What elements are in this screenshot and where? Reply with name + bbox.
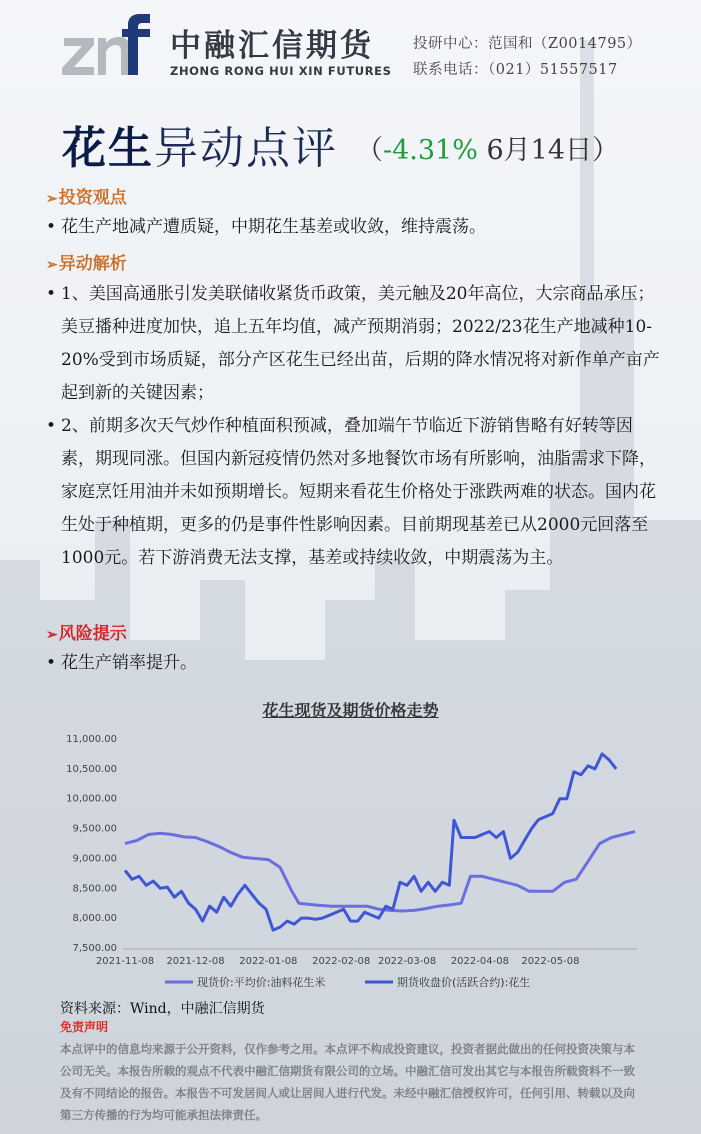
y-tick-label: 8,500.00 [72, 883, 117, 895]
y-tick-label: 7,500.00 [72, 943, 117, 954]
risk-text [46, 647, 666, 680]
arrow-icon: ➢ [46, 627, 58, 643]
title-product: 花生 [62, 123, 154, 174]
view-text-body: 花生产地减产遭质疑，中期花生基差或收敛，维持震荡。 [61, 217, 486, 237]
disclaimer-text: 本点评中的信息均来源于公开资料，仅作参考之用。本点评不构成投资建议，投资者据此做出的任何投资决策与本公司无关。本报告所载的观点不代表中融汇信期货有限公司的立场。中融汇信可发出其它与本报告所载资料不一致及有不同结论的报告。本报告不可发居间人或让居间人进行代发。未经中融汇信授权许可，任何引用、转载以及向第三方传播的行为均可能承担法律责任。 [60, 1042, 635, 1122]
company-name-cn: 中融汇信期货 [170, 28, 374, 64]
arrow-icon: ➢ [46, 257, 58, 273]
arrow-icon: ➢ [46, 191, 58, 207]
title-suffix: 异动点评 [154, 123, 338, 174]
title-change-date [356, 128, 619, 167]
x-tick-label: 2022-03-08 [377, 956, 437, 967]
view-heading-label: 投资观点 [58, 188, 127, 208]
x-tick-label: 2022-04-08 [450, 956, 509, 967]
price-trend-chart [0, 720, 701, 1000]
y-tick-label: 10,000.00 [66, 793, 117, 805]
bullet-icon: • [46, 217, 57, 237]
series-line-2 [125, 754, 616, 930]
analysis-heading-label: 异动解析 [58, 254, 127, 274]
page-title [62, 112, 338, 176]
y-tick-label: 11,000.00 [66, 734, 117, 745]
risk-text-body: 花生产销率提升。 [61, 653, 197, 673]
risk-heading-label: 风险提示 [58, 624, 127, 644]
bullet-icon: • [46, 416, 57, 436]
x-tick-label: 2021-11-08 [95, 956, 155, 967]
view-text [46, 211, 666, 244]
y-tick-label: 9,500.00 [72, 823, 117, 835]
legend-label: 期货收盘价(活跃合约):花生 [397, 976, 531, 989]
risk-heading [46, 619, 127, 644]
y-tick-label: 8,000.00 [72, 913, 117, 925]
analysis-point-2 [46, 410, 666, 575]
bullet-icon: • [46, 653, 57, 673]
analysis-point-1-body: 1、美国高通胀引发美联储收紧货币政策，美元触及20年高位，大宗商品承压；美豆播种进度加快，追上五年均值，减产预期消弱；2022/23花生产地减种10-20%受到市场质疑，部分产区花生已经出苗，后期的降水情况将对新作单产亩产起到新的关键因素； [61, 284, 660, 403]
x-tick-label: 2022-01-08 [239, 956, 298, 967]
title-paren-open: （ [356, 135, 383, 166]
data-source: 资料来源：Wind，中融汇信期货 [60, 1001, 265, 1017]
price-change: -4.31% [383, 135, 478, 166]
series-line-1 [125, 832, 635, 911]
analyst-contact: 投研中心：范国和（Z0014795） [413, 36, 642, 52]
y-tick-label: 9,000.00 [72, 853, 117, 865]
analysis-heading [46, 249, 127, 274]
legend-label: 现货价:平均价:油料花生米 [197, 976, 326, 989]
analysis-point-1 [46, 278, 666, 410]
x-tick-label: 2022-02-08 [312, 956, 371, 967]
disclaimer-heading: 免责声明 [60, 1020, 109, 1034]
bullet-icon: • [46, 284, 57, 304]
analysis-point-2-body: 2、前期多次天气炒作种植面积预减，叠加端午节临近下游销售略有好转等因素，期现同涨。但国内新冠疫情仍然对多地餐饮市场有所影响，油脂需求下降，家庭烹饪用油并未如预期增长。短期来看花生价格处于涨跌两难的状态。国内花生处于种植期，更多的仍是事件性影响因素。目前期现基差已从2000元回落至1000元。若下游消费无法支撑，基差或持续收敛，中期震荡为主。 [61, 416, 656, 568]
title-date: 6月14日） [477, 135, 620, 166]
chart-title: 花生现货及期货价格走势 [262, 701, 439, 720]
y-tick-label: 10,500.00 [66, 763, 117, 775]
x-tick-label: 2021-12-08 [166, 956, 225, 967]
x-tick-label: 2022-05-08 [521, 956, 580, 967]
company-name-en: ZHONG RONG HUI XIN FUTURES [170, 64, 392, 78]
company-logo [62, 14, 162, 80]
view-heading [46, 183, 127, 208]
phone-contact: 联系电话：（021）51557517 [413, 62, 618, 78]
